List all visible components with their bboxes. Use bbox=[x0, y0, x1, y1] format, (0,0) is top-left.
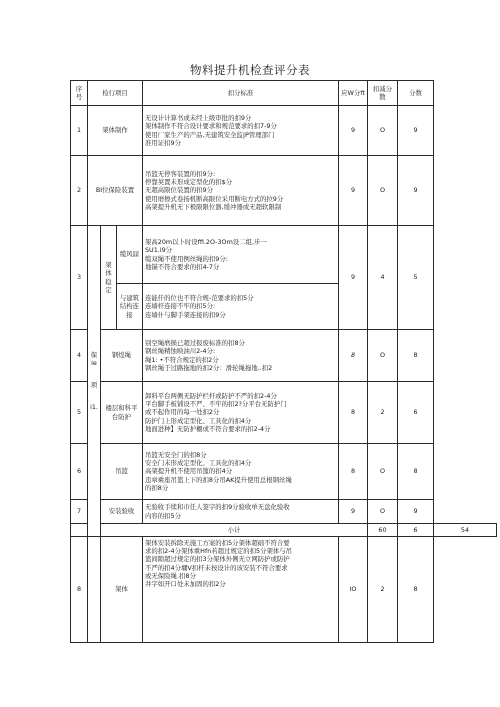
row-standard: 连能仟的位也不符合规-范要求的扣5分 连墙杆连接不牢的扣5分: 连墙什与脚手架连接的扣9分 bbox=[143, 284, 339, 330]
header-item: 检行项目 bbox=[88, 81, 143, 106]
row-score: 6 bbox=[398, 382, 434, 444]
row-score: 8 bbox=[398, 537, 434, 643]
row-standard: 无设计计算书或未经上级审批的扣9分 架体制作不符合设计要求和规范要求的扣7-9分 使用厂家生产的产品,无建筑安全监|P管理部门 准用证扣9分 bbox=[143, 106, 339, 156]
subtotal-deduct: 6 bbox=[398, 524, 434, 537]
row-deduct: 2 bbox=[368, 537, 398, 643]
subtotal-row bbox=[71, 524, 497, 537]
header-full-score: 应W分ft bbox=[339, 81, 368, 106]
table-row bbox=[71, 156, 497, 226]
row-full-score: 8 bbox=[339, 330, 368, 382]
row-seq: 6 bbox=[71, 444, 88, 500]
table-row bbox=[71, 444, 497, 500]
group-label-b: 项 bbox=[90, 381, 98, 389]
row-item: 安装验收 bbox=[101, 500, 143, 524]
table-row bbox=[71, 226, 497, 284]
page-title: 物料提升机检查评分表 bbox=[190, 63, 310, 77]
row-standard: 吊篮无停客装置的扣9分: 停靠荚置未形成定型化的扣$分 无超高限位装置的扣9分 使用磨擦式卷扬机断高限位采用断电方式的拉9分 高架提升机无下极限限位器,缓冲器或无超软限制 bbox=[143, 156, 339, 226]
row-sub-item: 缆风届 bbox=[117, 226, 143, 284]
row-full-score: 9 bbox=[339, 500, 368, 524]
row-deduct: O bbox=[368, 330, 398, 382]
row-deduct: 2 bbox=[368, 382, 398, 444]
row-standard: 卸料平台两侧无防护栏杆或防护不严的扣2-4分 平台脚手板铺设不严、不牢的扣2?分平台无防护门 或不起作用的每一处扣2分 防护门上形成定型化、工具化的扣4分 地面进种】无防护棚或不符合要求的扣2-4分 bbox=[143, 382, 339, 444]
guarantee-group-cell bbox=[88, 226, 101, 537]
table-row bbox=[71, 500, 497, 524]
group-label-a: 保ie bbox=[90, 350, 98, 367]
row-seq: 4 bbox=[71, 330, 88, 382]
row-score: 9 bbox=[398, 156, 434, 226]
subtotal-score: 54 bbox=[434, 524, 497, 537]
row-seq: 3 bbox=[71, 226, 88, 330]
row-deduct: O bbox=[368, 500, 398, 524]
row-full-score: 9 bbox=[339, 106, 368, 156]
row-item: BI位保险装置 bbox=[88, 156, 143, 226]
row-item: 吊篮 bbox=[101, 444, 143, 500]
row-full-score: 8 bbox=[339, 382, 368, 444]
subtotal-full-score: 60 bbox=[368, 524, 398, 537]
row-full-score: 9 bbox=[339, 226, 368, 330]
row-standard: 架体安装拆除无施工方案的扣5分架体超础不符合要 求的扣2-4分架体重Hfn若超过规定的扣5分架体与吊 篮间隙超过规定的扣3分架体外侧无立网防护或防护 不严的扣4分墉V扣杆未按设计的该安装不符合要求 或无保险绳.扣8分 井字如开口处未加固的扣2分 bbox=[143, 537, 339, 643]
row-full-score: IO bbox=[339, 537, 368, 643]
row-deduct: 4 bbox=[368, 226, 398, 330]
header-standard: 扣分标准 bbox=[143, 81, 339, 106]
inspection-score-table bbox=[70, 80, 497, 643]
row-score: 5 bbox=[398, 226, 434, 330]
header-score: 分数 bbox=[398, 81, 434, 106]
row-seq: 8 bbox=[71, 537, 88, 643]
row-seq: 1 bbox=[71, 106, 88, 156]
row-standard: 无验收手续和市任人签字的扣9分验收单无盘化验收 内容的扣5分 bbox=[143, 500, 339, 524]
subtotal-label: 小计 bbox=[101, 524, 368, 537]
row-group: 架体稳定 bbox=[101, 226, 117, 330]
row-deduct: O bbox=[368, 444, 398, 500]
row-standard: 架高20m以卜时设ffi.2O-3Om设二组,步一 SU1.i9分 缆双绳不使用例丝绳的扣9分: 地锚不符合要求的扣4-7分 bbox=[143, 226, 339, 284]
row-score: 9 bbox=[398, 106, 434, 156]
row-standard: 吊篮无安全门的扣8分 安全门未形成定型化、工具化的扣4分 高架提升机不使用吊篦的扣4分 违章乘座吊篮上下的扣8分吊AK提升使用总根钢丝绳 的扣8分 bbox=[143, 444, 339, 500]
row-item: 钢煌绳 bbox=[101, 330, 143, 382]
row-score: 8 bbox=[398, 330, 434, 382]
header-deduct: 扣减分散 bbox=[368, 81, 398, 106]
row-deduct: O bbox=[368, 156, 398, 226]
row-standard: 别空绳磨损已超过报废标准的扣8分 钢丝绳精蚀映油川2-4分: 绳1: •不符合规定的扣2分 钢丝绳于过路拖地的扣2分：滑轮绳拖地..扣2 bbox=[143, 330, 339, 382]
row-full-score: 9 bbox=[339, 156, 368, 226]
header-seq: 序号 bbox=[71, 81, 88, 106]
row-full-score: 8 bbox=[339, 444, 368, 500]
table-row bbox=[71, 382, 497, 444]
row-item: 架体 bbox=[101, 537, 143, 643]
row-score: 9 bbox=[398, 500, 434, 524]
table-row bbox=[71, 537, 497, 643]
table-row bbox=[71, 330, 497, 382]
row-deduct: O bbox=[368, 106, 398, 156]
row-sub-item: 与建筑结构连接 bbox=[117, 284, 143, 330]
table-row bbox=[71, 106, 497, 156]
table-header-row bbox=[71, 81, 497, 106]
row-seq: 5 bbox=[71, 382, 88, 444]
row-item: 楼层和科平台防护 bbox=[101, 382, 143, 444]
row-score: 8 bbox=[398, 444, 434, 500]
row-item: 架体制作 bbox=[88, 106, 143, 156]
row-seq: 7 bbox=[71, 500, 88, 524]
group-label-c: i1. bbox=[90, 403, 98, 412]
row-seq: 2 bbox=[71, 156, 88, 226]
